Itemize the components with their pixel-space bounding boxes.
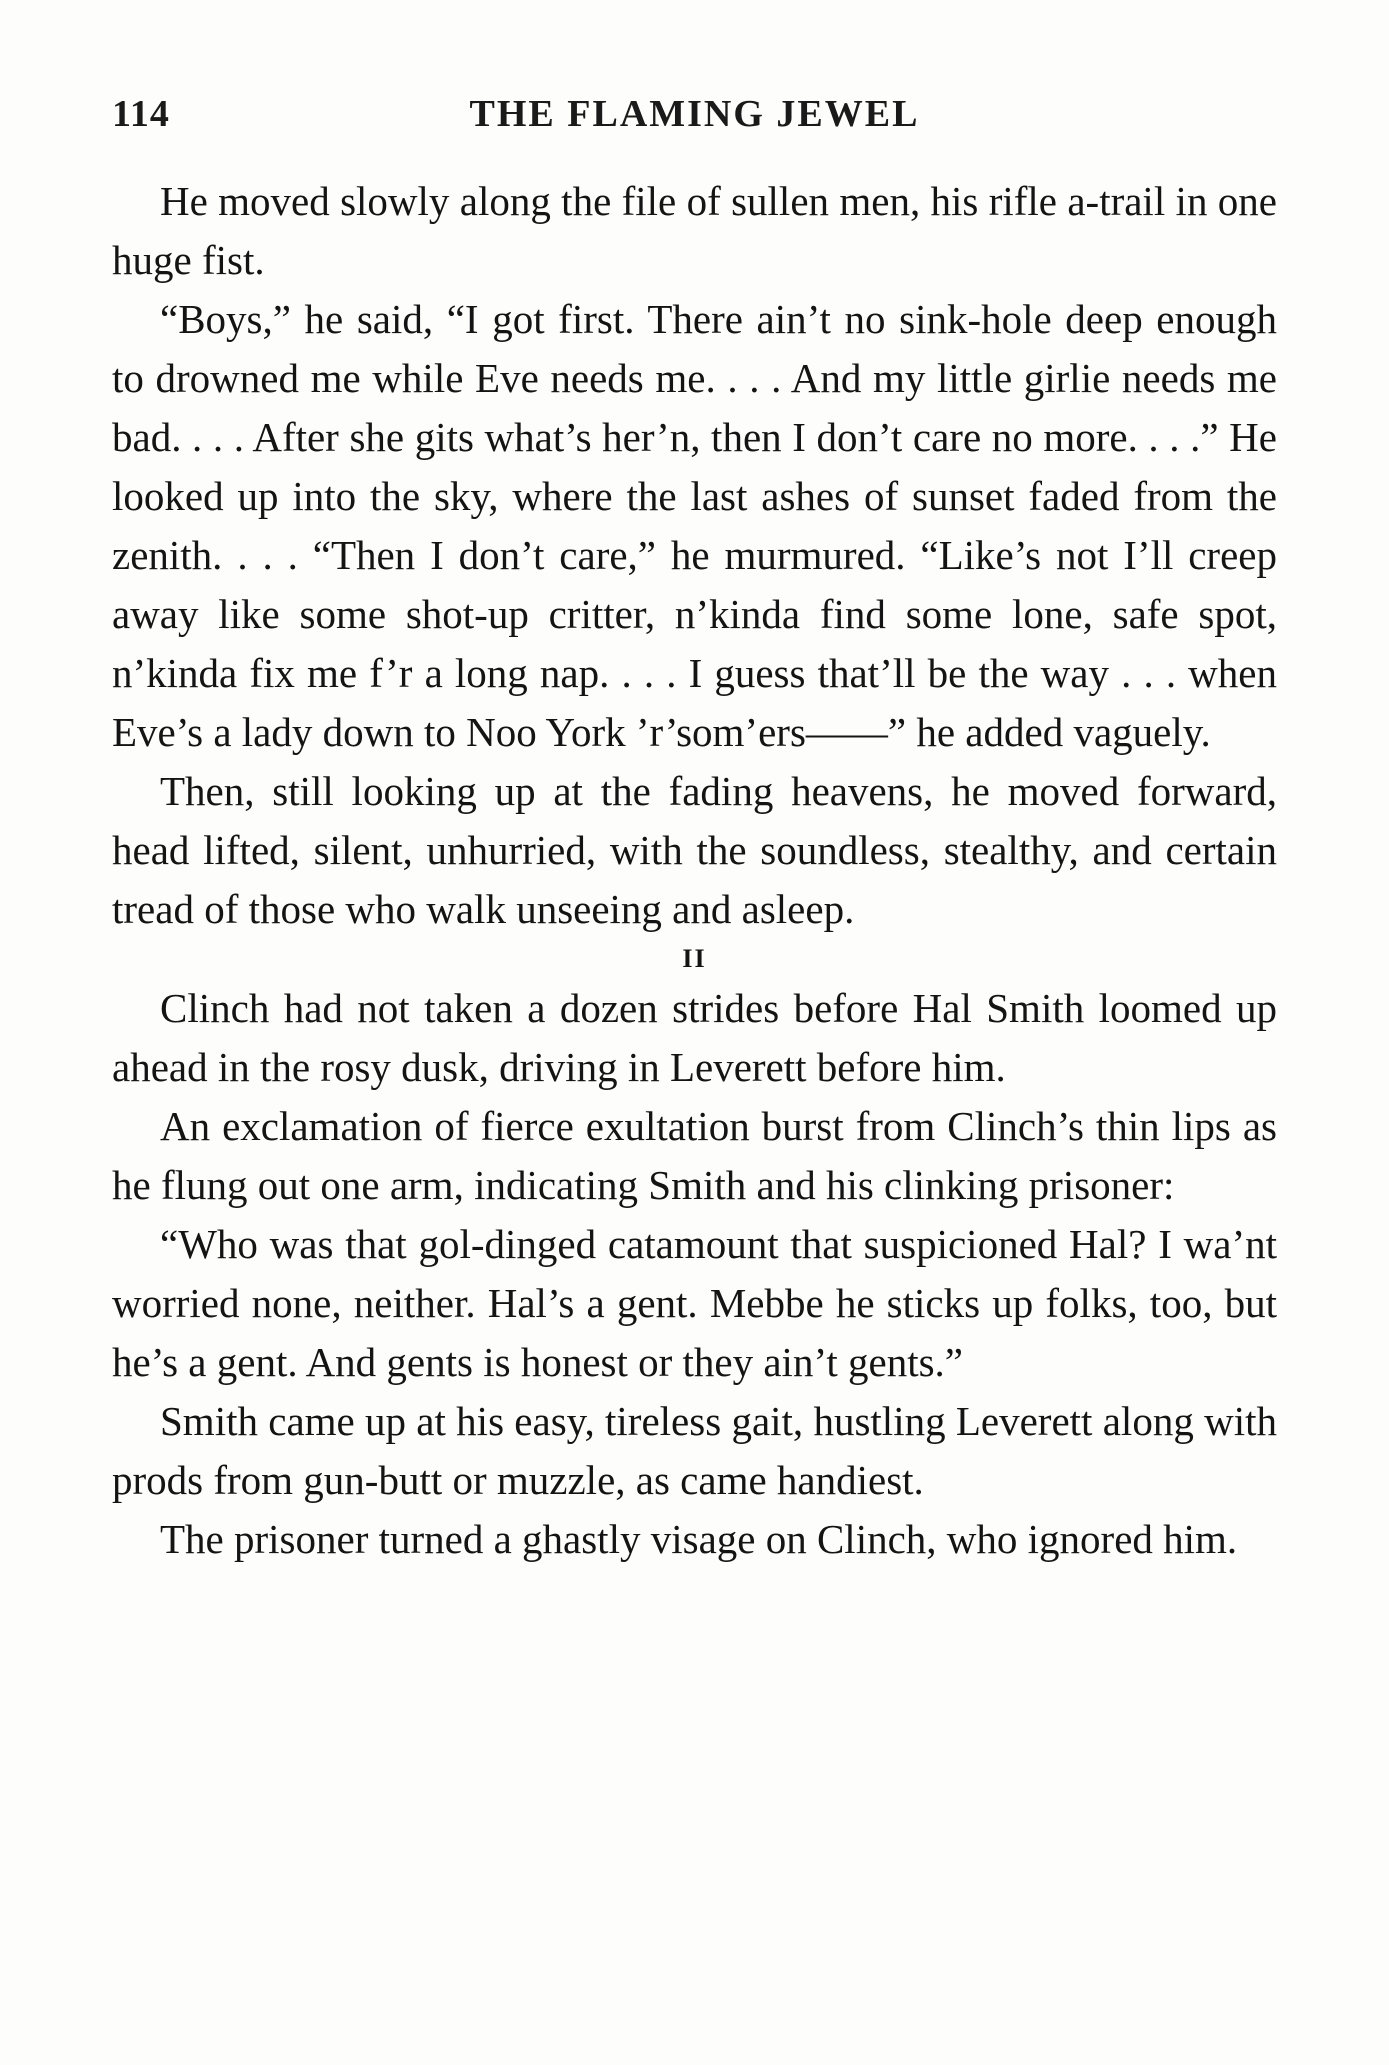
paragraph: The prisoner turned a ghastly visage on Clinch, who ignored him. <box>160 1516 1238 1562</box>
page-number: 114 <box>112 93 170 135</box>
body-text <box>112 172 1277 1569</box>
paragraph: An exclamation of fierce exultation burst from Clinch’s thin lips as he flung out one arm, indicating Smith and his clinking prisoner: <box>112 1103 1277 1208</box>
page-header <box>112 92 1277 142</box>
paragraph: He moved slowly along the file of sullen men, his rifle a-trail in one huge fist. <box>112 178 1277 283</box>
paragraph: Clinch had not taken a dozen strides before Hal Smith loomed up ahead in the rosy dusk, driving in Leverett before him. <box>112 985 1277 1090</box>
paragraph: Smith came up at his easy, tireless gait, hustling Leverett along with prods from gun-butt or muzzle, as came handiest. <box>112 1398 1277 1503</box>
section-numeral: II <box>682 944 707 973</box>
running-title: THE FLAMING JEWEL <box>469 93 920 135</box>
paragraph: Then, still looking up at the fading heavens, he moved forward, head lifted, silent, unhurried, with the soundless, stealthy, and certain tread of those who walk unseeing and asleep. <box>112 768 1277 932</box>
paragraph: “Who was that gol-dinged catamount that suspicioned Hal? I wa’nt worried none, neither. Hal’s a gent. Mebbe he sticks up folks, too, but he’s a gent. And gents is honest or they ain’t gents.” <box>112 1221 1277 1385</box>
paragraph: “Boys,” he said, “I got first. There ain’t no sink-hole deep enough to drowned me while Eve needs me. . . . And my little girlie needs me bad. . . . After she gits what’s her’n, then I don’t care no more. . . .” He looked up into the sky, where the last ashes of sunset faded from the zenith. . . . “Then I don’t care,” he murmured. “Like’s not I’ll creep away like some shot-up critter, n’kinda find some lone, safe spot, n’kinda fix me f’r a long nap. . . . I guess that’ll be the way . . . when Eve’s a lady down to Noo York ’r’som’ers——” he added vaguely. <box>112 296 1277 755</box>
